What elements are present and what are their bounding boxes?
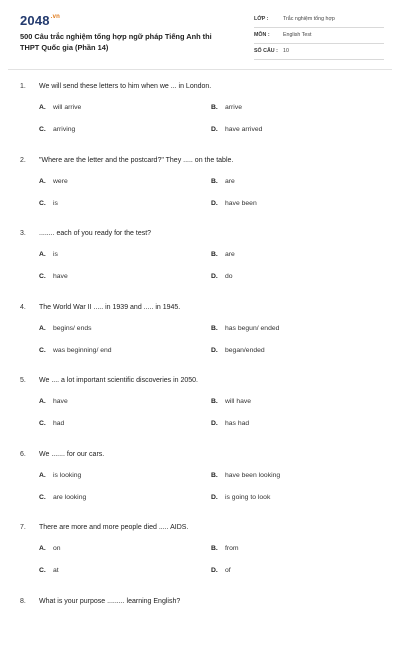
answer-option[interactable] — [211, 346, 265, 356]
answer-option[interactable] — [39, 493, 86, 503]
option-text: have — [53, 273, 68, 280]
meta-key: SỐ CÂU : — [254, 48, 278, 54]
option-letter: C. — [39, 567, 46, 574]
option-letter: D. — [211, 126, 218, 133]
option-text: is going to look — [225, 494, 271, 501]
question-number: 8. — [20, 598, 26, 605]
question-stem — [20, 229, 390, 239]
question-text: We .... a lot important scientific discoveries in 2050. — [39, 377, 198, 384]
question-stem — [20, 376, 390, 386]
logo-text: 2048 — [20, 13, 50, 28]
answer-option[interactable] — [211, 324, 279, 334]
option-letter: A. — [39, 472, 46, 479]
answer-option[interactable] — [39, 103, 81, 113]
option-text: are — [225, 251, 235, 258]
option-letter: C. — [39, 494, 46, 501]
document-title-line-2: THPT Quốc gia (Phần 14) — [20, 43, 109, 52]
option-letter: B. — [211, 104, 218, 111]
option-letter: C. — [39, 273, 46, 280]
option-letter: D. — [211, 347, 218, 354]
option-letter: B. — [211, 251, 218, 258]
answer-option[interactable] — [39, 346, 112, 356]
option-text: begins/ ends — [53, 325, 92, 332]
option-letter: D. — [211, 567, 218, 574]
option-letter: A. — [39, 251, 46, 258]
answer-option[interactable] — [211, 471, 280, 481]
option-text: is looking — [53, 472, 82, 479]
option-letter: C. — [39, 420, 46, 427]
answer-option[interactable] — [39, 419, 64, 429]
option-text: have been — [225, 200, 257, 207]
meta-row-class — [254, 14, 384, 28]
document-title — [20, 31, 235, 53]
option-letter: A. — [39, 104, 46, 111]
question-item — [20, 376, 390, 436]
option-text: have — [53, 398, 68, 405]
answer-option[interactable] — [211, 566, 231, 576]
option-letter: B. — [211, 472, 218, 479]
question-stem — [20, 523, 390, 533]
option-text: have been looking — [225, 472, 281, 479]
question-item — [20, 82, 390, 142]
answer-option[interactable] — [39, 125, 75, 135]
question-stem — [20, 450, 390, 460]
meta-row-count — [254, 46, 384, 60]
question-number: 6. — [20, 451, 26, 458]
option-letter: A. — [39, 178, 46, 185]
option-text: has had — [225, 420, 250, 427]
answer-option[interactable] — [211, 199, 257, 209]
option-text: were — [53, 178, 68, 185]
option-letter: B. — [211, 398, 218, 405]
document-meta — [254, 14, 384, 62]
option-text: at — [53, 567, 59, 574]
answer-option[interactable] — [211, 272, 233, 282]
answer-option[interactable] — [39, 272, 68, 282]
option-text: from — [225, 545, 239, 552]
option-text: arrive — [225, 104, 242, 111]
answer-option[interactable] — [211, 397, 251, 407]
option-letter: A. — [39, 398, 46, 405]
question-stem — [20, 156, 390, 166]
option-text: has begun/ ended — [225, 325, 280, 332]
option-letter: D. — [211, 273, 218, 280]
question-text: There are more and more people died ..... AIDS. — [39, 524, 189, 531]
option-text: are — [225, 178, 235, 185]
answer-option[interactable] — [211, 250, 235, 260]
meta-key: MÔN : — [254, 32, 270, 38]
document-header — [0, 0, 400, 66]
answer-option[interactable] — [39, 397, 68, 407]
option-letter: D. — [211, 420, 218, 427]
question-stem — [20, 597, 390, 607]
option-text: do — [225, 273, 233, 280]
question-text: The World War II ..... in 1939 and ..... in 1945. — [39, 304, 181, 311]
question-number: 5. — [20, 377, 26, 384]
option-letter: D. — [211, 200, 218, 207]
answer-option[interactable] — [211, 544, 239, 554]
answer-option[interactable] — [211, 177, 235, 187]
meta-value: English Test — [283, 32, 312, 38]
meta-key: LỚP : — [254, 16, 269, 22]
question-stem — [20, 82, 390, 92]
option-letter: C. — [39, 347, 46, 354]
question-number: 4. — [20, 304, 26, 311]
option-text: had — [53, 420, 65, 427]
option-text: was beginning/ end — [53, 347, 112, 354]
answer-option[interactable] — [39, 471, 81, 481]
question-item — [20, 303, 390, 363]
logo-suffix: .vn — [50, 14, 61, 20]
question-item — [20, 597, 390, 657]
option-text: is — [53, 200, 58, 207]
question-text: What is your purpose ......... learning English? — [39, 598, 181, 605]
option-text: will have — [225, 398, 252, 405]
option-letter: C. — [39, 126, 46, 133]
meta-row-subject — [254, 30, 384, 44]
option-text: arriving — [53, 126, 76, 133]
option-text: of — [225, 567, 231, 574]
answer-option[interactable] — [39, 199, 58, 209]
answer-option[interactable] — [211, 103, 242, 113]
question-text: "Where are the letter and the postcard?" They ..... on the table. — [39, 157, 234, 164]
question-text: We ....... for our cars. — [39, 451, 105, 458]
option-text: on — [53, 545, 61, 552]
question-item — [20, 450, 390, 510]
option-text: is — [53, 251, 58, 258]
question-text: We will send these letters to him when we ... in London. — [39, 83, 212, 90]
meta-value: 10 — [283, 48, 289, 54]
option-text: are looking — [53, 494, 87, 501]
option-letter: B. — [211, 545, 218, 552]
question-item — [20, 156, 390, 216]
question-stem — [20, 303, 390, 313]
question-number: 1. — [20, 83, 26, 90]
question-number: 2. — [20, 157, 26, 164]
document-title-line-1: 500 Câu trắc nghiệm tổng hợp ngữ pháp Tiếng Anh thi — [20, 32, 212, 41]
option-letter: A. — [39, 545, 46, 552]
question-text: ........ each of you ready for the test? — [39, 230, 152, 237]
site-logo[interactable] — [20, 13, 60, 28]
answer-option[interactable] — [39, 566, 59, 576]
answer-option[interactable] — [211, 125, 262, 135]
option-letter: D. — [211, 494, 218, 501]
answer-option[interactable] — [211, 419, 249, 429]
question-item — [20, 229, 390, 289]
option-letter: B. — [211, 325, 218, 332]
option-text: will arrive — [53, 104, 82, 111]
option-text: have arrived — [225, 126, 263, 133]
option-letter: A. — [39, 325, 46, 332]
answer-option[interactable] — [39, 544, 61, 554]
answer-option[interactable] — [39, 177, 68, 187]
option-text: began/ended — [225, 347, 265, 354]
question-number: 3. — [20, 230, 26, 237]
question-item — [20, 523, 390, 583]
answer-option[interactable] — [211, 493, 270, 503]
option-letter: B. — [211, 178, 218, 185]
header-divider — [8, 69, 392, 70]
question-number: 7. — [20, 524, 26, 531]
meta-value: Trắc nghiệm tổng hợp — [283, 16, 335, 22]
answer-option[interactable] — [39, 250, 58, 260]
answer-option[interactable] — [39, 324, 92, 334]
option-letter: C. — [39, 200, 46, 207]
